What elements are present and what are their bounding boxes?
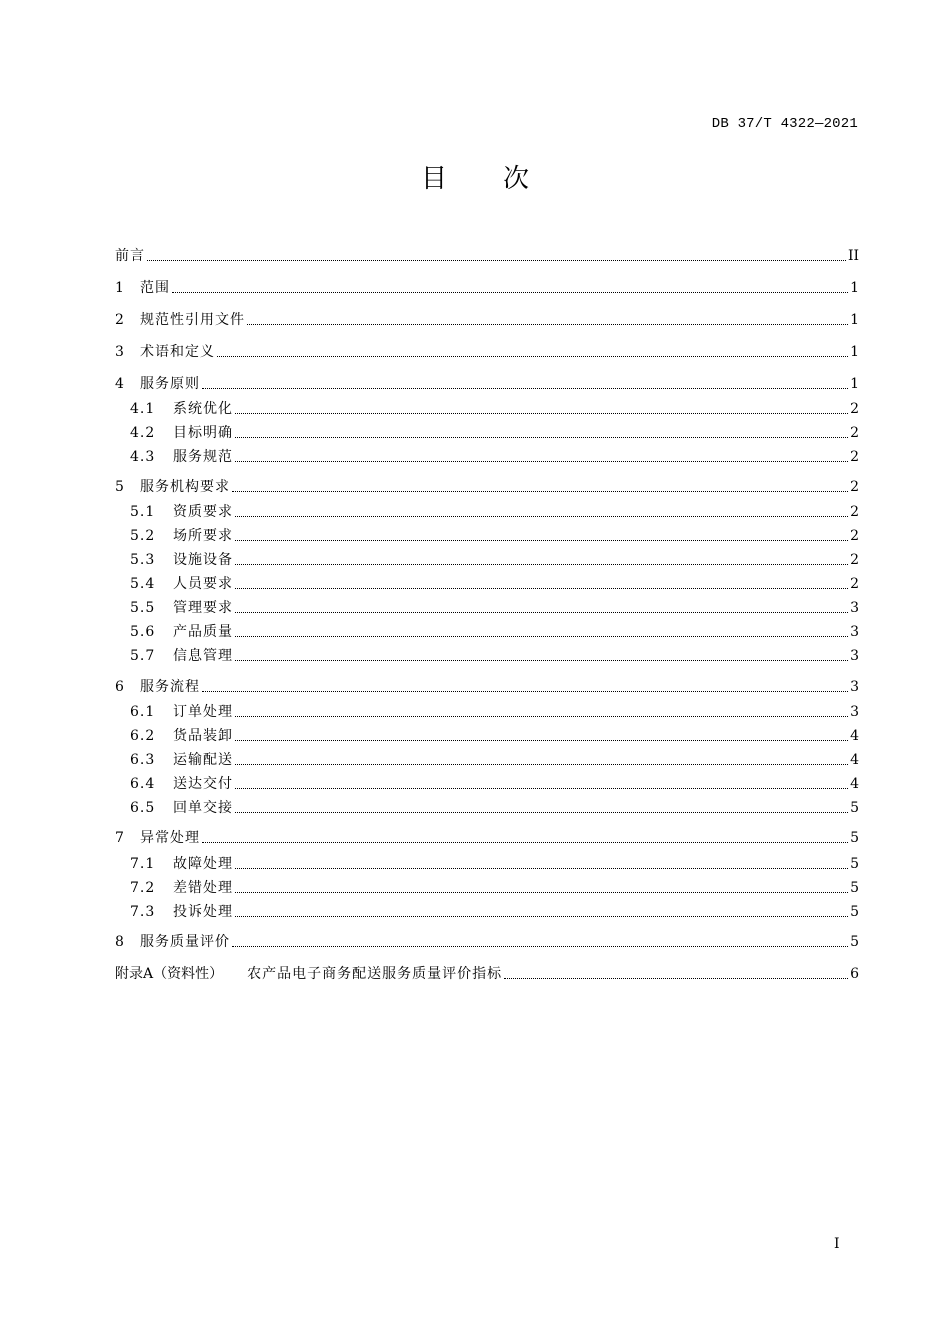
toc-page: 3 xyxy=(850,600,859,616)
toc-page: 3 xyxy=(850,679,859,695)
toc-page: 2 xyxy=(850,479,859,495)
toc-subentry[interactable] xyxy=(130,726,859,746)
toc-number: 6.3 xyxy=(130,752,156,768)
toc-entry[interactable] xyxy=(115,342,859,362)
toc-number: 4.3 xyxy=(130,449,156,465)
toc-number: 5.6 xyxy=(130,624,156,640)
dot-leader xyxy=(202,388,848,389)
dot-leader xyxy=(232,491,848,492)
toc-page: 2 xyxy=(850,576,859,592)
toc-subentry[interactable] xyxy=(130,854,859,874)
toc-label: 术语和定义 xyxy=(140,344,215,360)
dot-leader xyxy=(235,660,848,661)
toc-label: 运输配送 xyxy=(173,752,233,768)
dot-leader xyxy=(504,978,848,979)
toc-number: 6.2 xyxy=(130,728,156,744)
toc-number: 4.1 xyxy=(130,401,156,417)
toc-label: 管理要求 xyxy=(173,600,233,616)
toc-number: 5.1 xyxy=(130,504,156,520)
dot-leader xyxy=(232,946,848,947)
toc-page: 4 xyxy=(850,752,859,768)
toc-subentry[interactable] xyxy=(130,399,859,419)
toc-label: 服务机构要求 xyxy=(140,479,230,495)
toc-label: 服务原则 xyxy=(140,376,200,392)
toc-subentry[interactable] xyxy=(130,902,859,922)
dot-leader xyxy=(235,540,848,541)
toc-number: 5.5 xyxy=(130,600,156,616)
dot-leader xyxy=(235,588,848,589)
toc-page: 2 xyxy=(850,504,859,520)
toc-label: 货品装卸 xyxy=(173,728,233,744)
toc-label: 信息管理 xyxy=(173,648,233,664)
toc-label: 系统优化 xyxy=(173,401,233,417)
toc-subentry[interactable] xyxy=(130,646,859,666)
toc-entry[interactable] xyxy=(115,828,859,848)
dot-leader xyxy=(202,691,848,692)
toc-subentry[interactable] xyxy=(130,447,859,467)
toc-page: 5 xyxy=(850,904,859,920)
dot-leader xyxy=(235,516,848,517)
toc-label: 规范性引用文件 xyxy=(140,312,245,328)
toc-page: 4 xyxy=(850,728,859,744)
toc-label: 服务流程 xyxy=(140,679,200,695)
toc-entry[interactable] xyxy=(115,932,859,952)
toc-subentry[interactable] xyxy=(130,574,859,594)
toc-entry-foreword[interactable] xyxy=(115,246,859,266)
dot-leader xyxy=(235,892,848,893)
toc-subentry[interactable] xyxy=(130,750,859,770)
toc-entry[interactable] xyxy=(115,278,859,298)
toc-number: 1 xyxy=(115,280,124,296)
toc-number: 6.1 xyxy=(130,704,156,720)
toc-subentry[interactable] xyxy=(130,622,859,642)
toc-page: 5 xyxy=(850,856,859,872)
toc-label: 设施设备 xyxy=(173,552,233,568)
toc-number: 5.3 xyxy=(130,552,156,568)
toc-number: 8 xyxy=(115,934,124,950)
toc-subentry[interactable] xyxy=(130,598,859,618)
dot-leader xyxy=(202,842,848,843)
toc-number: 5.4 xyxy=(130,576,156,592)
toc-number: 5.7 xyxy=(130,648,156,664)
toc-page: 5 xyxy=(850,800,859,816)
toc-page: 1 xyxy=(850,312,859,328)
toc-entry[interactable] xyxy=(115,374,859,394)
toc-number: 7.3 xyxy=(130,904,156,920)
toc-page: 3 xyxy=(850,704,859,720)
dot-leader xyxy=(235,437,848,438)
dot-leader xyxy=(247,324,848,325)
toc-number: 7.2 xyxy=(130,880,156,896)
toc-subentry[interactable] xyxy=(130,423,859,443)
toc-page: 3 xyxy=(850,624,859,640)
toc-label: 服务规范 xyxy=(173,449,233,465)
toc-entry-appendix-a[interactable] xyxy=(115,964,859,984)
dot-leader xyxy=(235,740,848,741)
dot-leader xyxy=(235,812,848,813)
dot-leader xyxy=(235,916,848,917)
toc-subentry[interactable] xyxy=(130,502,859,522)
toc-subentry[interactable] xyxy=(130,702,859,722)
toc-subentry[interactable] xyxy=(130,550,859,570)
toc-entry[interactable] xyxy=(115,677,859,697)
toc-page: 2 xyxy=(850,401,859,417)
dot-leader xyxy=(235,764,848,765)
dot-leader xyxy=(235,716,848,717)
toc-label: 故障处理 xyxy=(173,856,233,872)
toc-label: 产品质量 xyxy=(173,624,233,640)
toc-entry[interactable] xyxy=(115,310,859,330)
toc-page: 5 xyxy=(850,934,859,950)
toc-label: 送达交付 xyxy=(173,776,233,792)
toc-number: 3 xyxy=(115,344,124,360)
dot-leader xyxy=(235,564,848,565)
toc-appendix-number: 附录A（资料性） xyxy=(115,966,224,982)
toc-label: 农产品电子商务配送服务质量评价指标 xyxy=(247,966,503,982)
toc-page: 6 xyxy=(850,966,859,982)
toc-label: 异常处理 xyxy=(140,830,200,846)
toc-label: 场所要求 xyxy=(173,528,233,544)
dot-leader xyxy=(235,788,848,789)
toc-number: 7.1 xyxy=(130,856,156,872)
toc-page: 3 xyxy=(850,648,859,664)
toc-number: 6 xyxy=(115,679,124,695)
page-number: I xyxy=(834,1236,840,1252)
toc-page: 1 xyxy=(850,376,859,392)
toc-label: 回单交接 xyxy=(173,800,233,816)
toc-number: 2 xyxy=(115,312,124,328)
toc-page: 5 xyxy=(850,830,859,846)
dot-leader xyxy=(235,636,848,637)
toc-label: 前言 xyxy=(115,248,145,264)
toc-page: 1 xyxy=(850,344,859,360)
dot-leader xyxy=(172,292,848,293)
toc-page: 4 xyxy=(850,776,859,792)
toc-subentry[interactable] xyxy=(130,878,859,898)
toc-number: 6.4 xyxy=(130,776,156,792)
toc-page: 2 xyxy=(850,552,859,568)
dot-leader xyxy=(217,356,848,357)
dot-leader xyxy=(235,868,848,869)
dot-leader xyxy=(235,413,848,414)
toc-label: 差错处理 xyxy=(173,880,233,896)
toc-number: 4.2 xyxy=(130,425,156,441)
toc-label: 服务质量评价 xyxy=(140,934,230,950)
toc-label: 资质要求 xyxy=(173,504,233,520)
toc-page: 5 xyxy=(850,880,859,896)
toc-page: 2 xyxy=(850,449,859,465)
toc-label: 订单处理 xyxy=(173,704,233,720)
dot-leader xyxy=(147,260,846,261)
toc-label: 人员要求 xyxy=(173,576,233,592)
toc-page: II xyxy=(847,248,859,264)
toc-subentry[interactable] xyxy=(130,526,859,546)
toc-page: 2 xyxy=(850,528,859,544)
toc-label: 目标明确 xyxy=(173,425,233,441)
toc-label: 范围 xyxy=(140,280,170,296)
dot-leader xyxy=(235,612,848,613)
toc-subentry[interactable] xyxy=(130,774,859,794)
toc-number: 4 xyxy=(115,376,124,392)
toc-number: 6.5 xyxy=(130,800,156,816)
toc-number: 7 xyxy=(115,830,124,846)
toc-label: 投诉处理 xyxy=(173,904,233,920)
toc-page: 2 xyxy=(850,425,859,441)
toc-entry[interactable] xyxy=(115,477,859,497)
page-title: 目次 xyxy=(420,164,585,194)
toc-subentry[interactable] xyxy=(130,798,859,818)
toc-number: 5.2 xyxy=(130,528,156,544)
document-code: DB 37/T 4322—2021 xyxy=(711,116,858,132)
dot-leader xyxy=(235,461,848,462)
toc-page: 1 xyxy=(850,280,859,296)
toc-number: 5 xyxy=(115,479,124,495)
